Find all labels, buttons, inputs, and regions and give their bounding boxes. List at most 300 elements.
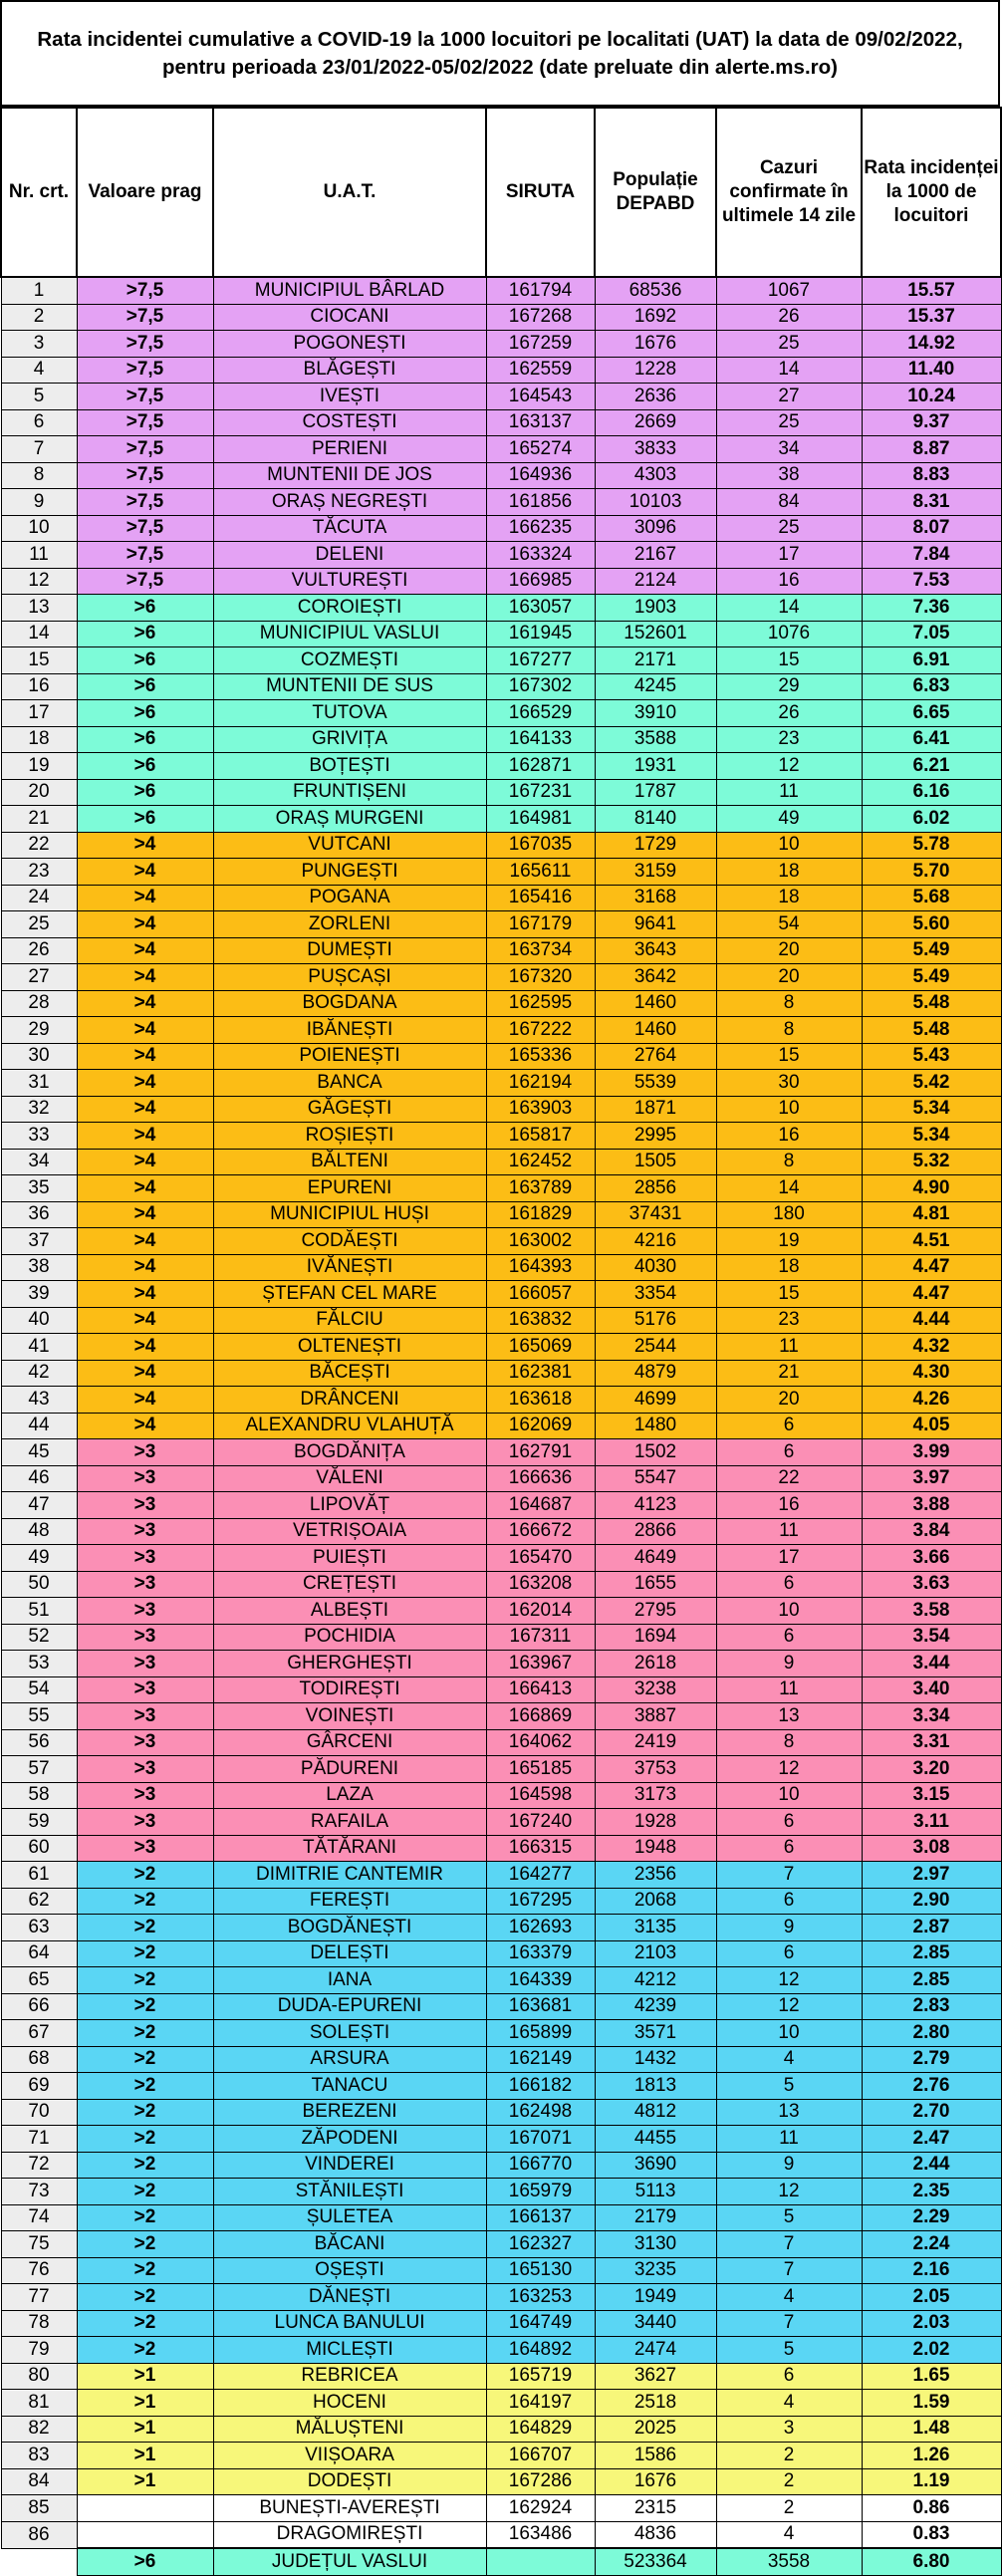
cell-uat: LIPOVĂȚ: [213, 1492, 486, 1519]
header-row: [1, 108, 1001, 277]
cell-cazuri: 12: [716, 1993, 862, 2020]
cell-rata: 2.76: [862, 2073, 1001, 2100]
cell-uat: ORAȘ NEGREȘTI: [213, 489, 486, 516]
cell-uat: TĂTĂRANI: [213, 1835, 486, 1862]
cell-cazuri: 6: [716, 1571, 862, 1598]
cell-cazuri: 20: [716, 964, 862, 991]
cell-uat: DUMEȘTI: [213, 937, 486, 964]
table-row: [1, 1413, 1001, 1439]
cell-uat: DELENI: [213, 542, 486, 569]
table-row: [1, 1624, 1001, 1651]
cell-uat: VIIȘOARA: [213, 2443, 486, 2469]
cell-siruta: 161794: [486, 277, 595, 304]
cell-populatie: 2356: [595, 1862, 716, 1889]
cell-uat: DĂNEȘTI: [213, 2284, 486, 2311]
table-row: [1, 700, 1001, 727]
cell-siruta: 167035: [486, 832, 595, 859]
cell-populatie: 1480: [595, 1413, 716, 1439]
cell-nr: 75: [1, 2231, 77, 2258]
table-row: [1, 384, 1001, 410]
cell-nr: 29: [1, 1017, 77, 1044]
cell-nr: 47: [1, 1492, 77, 1519]
cell-populatie: 4245: [595, 673, 716, 700]
cell-siruta: 161829: [486, 1201, 595, 1228]
cell-prag: >4: [77, 1017, 213, 1044]
cell-uat: TUTOVA: [213, 700, 486, 727]
table-row: [1, 515, 1001, 542]
cell-uat: BĂCEȘTI: [213, 1360, 486, 1387]
cell-rata: 2.83: [862, 1993, 1001, 2020]
cell-prag: >7,5: [77, 304, 213, 331]
cell-prag: >4: [77, 832, 213, 859]
table-row: [1, 1729, 1001, 1756]
cell-rata: 3.58: [862, 1598, 1001, 1625]
table-row: [1, 1518, 1001, 1545]
cell-populatie: 2669: [595, 409, 716, 436]
cell-nr: 56: [1, 1729, 77, 1756]
cell-rata: 5.70: [862, 859, 1001, 886]
total-siruta: [486, 2548, 595, 2575]
cell-populatie: 37431: [595, 1201, 716, 1228]
cell-cazuri: 11: [716, 779, 862, 806]
cell-uat: PUIEȘTI: [213, 1545, 486, 1572]
cell-prag: >4: [77, 1228, 213, 1255]
cell-nr: 73: [1, 2179, 77, 2205]
cell-nr: 53: [1, 1651, 77, 1677]
cell-uat: BĂLTENI: [213, 1149, 486, 1175]
cell-populatie: 68536: [595, 277, 716, 304]
table-row: [1, 568, 1001, 595]
cell-siruta: 162871: [486, 753, 595, 780]
total-uat: JUDEȚUL VASLUI: [213, 2548, 486, 2575]
table-row: [1, 1651, 1001, 1677]
cell-prag: >6: [77, 806, 213, 833]
cell-nr: 61: [1, 1862, 77, 1889]
cell-cazuri: 6: [716, 1439, 862, 1466]
cell-populatie: 1787: [595, 779, 716, 806]
table-row: [1, 1070, 1001, 1097]
cell-rata: 5.78: [862, 832, 1001, 859]
cell-siruta: 167286: [486, 2468, 595, 2495]
table-row: [1, 1703, 1001, 1730]
cell-cazuri: 21: [716, 1360, 862, 1387]
cell-cazuri: 16: [716, 1123, 862, 1150]
cell-siruta: 161945: [486, 621, 595, 647]
cell-populatie: 2795: [595, 1598, 716, 1625]
cell-rata: 2.02: [862, 2337, 1001, 2364]
cell-nr: 72: [1, 2152, 77, 2179]
cell-cazuri: 14: [716, 1175, 862, 1202]
cell-rata: 4.30: [862, 1360, 1001, 1387]
cell-prag: >7,5: [77, 409, 213, 436]
cell-prag: >3: [77, 1545, 213, 1572]
cell-populatie: 2856: [595, 1175, 716, 1202]
cell-rata: 5.49: [862, 964, 1001, 991]
cell-cazuri: 10: [716, 832, 862, 859]
table-row: [1, 1862, 1001, 1889]
cell-populatie: 4030: [595, 1254, 716, 1281]
table-row: [1, 806, 1001, 833]
cell-populatie: 3173: [595, 1782, 716, 1809]
cell-nr: 76: [1, 2257, 77, 2284]
table-row: [1, 1175, 1001, 1202]
cell-rata: 7.84: [862, 542, 1001, 569]
cell-nr: 14: [1, 621, 77, 647]
cell-cazuri: 14: [716, 595, 862, 622]
cell-siruta: 167311: [486, 1624, 595, 1651]
cell-nr: 42: [1, 1360, 77, 1387]
cell-rata: 9.37: [862, 409, 1001, 436]
cell-uat: COSTEȘTI: [213, 409, 486, 436]
cell-nr: 4: [1, 357, 77, 384]
cell-prag: >6: [77, 753, 213, 780]
cell-cazuri: 10: [716, 2020, 862, 2047]
cell-rata: 6.41: [862, 726, 1001, 753]
cell-siruta: 164749: [486, 2310, 595, 2337]
cell-rata: 2.35: [862, 2179, 1001, 2205]
cell-prag: >2: [77, 2204, 213, 2231]
cell-prag: >2: [77, 2310, 213, 2337]
table-row: [1, 1149, 1001, 1175]
cell-rata: 6.83: [862, 673, 1001, 700]
cell-cazuri: 6: [716, 1888, 862, 1915]
cell-cazuri: 34: [716, 436, 862, 463]
cell-rata: 0.83: [862, 2521, 1001, 2548]
cell-nr: 2: [1, 304, 77, 331]
cell-siruta: 164062: [486, 1729, 595, 1756]
cell-uat: TODIREȘTI: [213, 1676, 486, 1703]
cell-uat: DELEȘTI: [213, 1940, 486, 1967]
cell-populatie: 1949: [595, 2284, 716, 2311]
cell-uat: IBĂNEȘTI: [213, 1017, 486, 1044]
cell-rata: 10.24: [862, 384, 1001, 410]
cell-nr: 28: [1, 990, 77, 1017]
table-row: [1, 277, 1001, 304]
cell-prag: >4: [77, 1307, 213, 1334]
table-row: [1, 489, 1001, 516]
cell-cazuri: 3: [716, 2416, 862, 2443]
cell-rata: 2.44: [862, 2152, 1001, 2179]
cell-nr: 15: [1, 647, 77, 674]
cell-prag: >7,5: [77, 331, 213, 358]
cell-cazuri: 29: [716, 673, 862, 700]
cell-siruta: 163734: [486, 937, 595, 964]
cell-rata: 6.02: [862, 806, 1001, 833]
cell-siruta: 166529: [486, 700, 595, 727]
cell-prag: >4: [77, 1043, 213, 1070]
cell-siruta: 163208: [486, 1571, 595, 1598]
cell-siruta: 167259: [486, 331, 595, 358]
cell-nr: 13: [1, 595, 77, 622]
table-row: [1, 2337, 1001, 2364]
cell-prag: >1: [77, 2363, 213, 2390]
cell-uat: ALBEȘTI: [213, 1598, 486, 1625]
cell-rata: 8.31: [862, 489, 1001, 516]
table-row: [1, 779, 1001, 806]
cell-nr: 62: [1, 1888, 77, 1915]
cell-cazuri: 15: [716, 1281, 862, 1308]
cell-siruta: 166137: [486, 2204, 595, 2231]
table-row: [1, 2521, 1001, 2548]
cell-uat: ȘTEFAN CEL MARE: [213, 1281, 486, 1308]
cell-populatie: 9641: [595, 911, 716, 938]
cell-cazuri: 6: [716, 1624, 862, 1651]
cell-cazuri: 9: [716, 1651, 862, 1677]
cell-siruta: 164543: [486, 384, 595, 410]
cell-uat: FĂLCIU: [213, 1307, 486, 1334]
cell-rata: 2.87: [862, 1915, 1001, 1941]
cell-siruta: 166315: [486, 1835, 595, 1862]
cell-cazuri: 25: [716, 331, 862, 358]
cell-siruta: 166869: [486, 1703, 595, 1730]
cell-populatie: 4812: [595, 2099, 716, 2126]
cell-siruta: 167071: [486, 2126, 595, 2153]
cell-cazuri: 14: [716, 357, 862, 384]
cell-uat: GÂRCENI: [213, 1729, 486, 1756]
cell-siruta: 167231: [486, 779, 595, 806]
cell-uat: LUNCA BANULUI: [213, 2310, 486, 2337]
table-row: [1, 1676, 1001, 1703]
cell-nr: 35: [1, 1175, 77, 1202]
table-row: [1, 409, 1001, 436]
table-row: [1, 2363, 1001, 2390]
cell-populatie: 1928: [595, 1809, 716, 1836]
cell-populatie: 5176: [595, 1307, 716, 1334]
cell-rata: 4.05: [862, 1413, 1001, 1439]
cell-cazuri: 26: [716, 304, 862, 331]
cell-prag: >6: [77, 595, 213, 622]
cell-siruta: 167268: [486, 304, 595, 331]
cell-nr: 46: [1, 1465, 77, 1492]
cell-rata: 8.07: [862, 515, 1001, 542]
cell-populatie: 3588: [595, 726, 716, 753]
cell-cazuri: 6: [716, 1413, 862, 1439]
cell-nr: 82: [1, 2416, 77, 2443]
cell-nr: 48: [1, 1518, 77, 1545]
cell-prag: >6: [77, 647, 213, 674]
cell-nr: 37: [1, 1228, 77, 1255]
cell-prag: >2: [77, 2284, 213, 2311]
cell-prag: >2: [77, 2179, 213, 2205]
cell-prag: >4: [77, 1175, 213, 1202]
table-row: [1, 2020, 1001, 2047]
cell-prag: >1: [77, 2416, 213, 2443]
cell-nr: 71: [1, 2126, 77, 2153]
cell-populatie: 3354: [595, 1281, 716, 1308]
cell-prag: >6: [77, 779, 213, 806]
cell-siruta: 165416: [486, 885, 595, 911]
cell-nr: 10: [1, 515, 77, 542]
table-row: [1, 1545, 1001, 1572]
cell-rata: 3.97: [862, 1465, 1001, 1492]
cell-siruta: 164598: [486, 1782, 595, 1809]
cell-nr: 19: [1, 753, 77, 780]
cell-populatie: 3753: [595, 1756, 716, 1783]
cell-populatie: 3135: [595, 1915, 716, 1941]
cell-cazuri: 25: [716, 515, 862, 542]
cell-siruta: 164133: [486, 726, 595, 753]
cell-uat: DODEȘTI: [213, 2468, 486, 2495]
cell-siruta: 162069: [486, 1413, 595, 1439]
cell-populatie: 4303: [595, 462, 716, 489]
cell-cazuri: 4: [716, 2284, 862, 2311]
cell-nr: 83: [1, 2443, 77, 2469]
cell-prag: >7,5: [77, 489, 213, 516]
cell-nr: 20: [1, 779, 77, 806]
cell-siruta: 164393: [486, 1254, 595, 1281]
cell-prag: >4: [77, 1201, 213, 1228]
cell-rata: 15.57: [862, 277, 1001, 304]
cell-prag: >2: [77, 1967, 213, 1994]
cell-siruta: 163324: [486, 542, 595, 569]
cell-uat: CIOCANI: [213, 304, 486, 331]
cell-rata: 4.81: [862, 1201, 1001, 1228]
cell-populatie: 4212: [595, 1967, 716, 1994]
table-row: [1, 1096, 1001, 1123]
cell-populatie: 4239: [595, 1993, 716, 2020]
cell-cazuri: 20: [716, 1387, 862, 1414]
cell-uat: ALEXANDRU VLAHUȚĂ: [213, 1413, 486, 1439]
cell-populatie: 8140: [595, 806, 716, 833]
cell-populatie: 1676: [595, 2468, 716, 2495]
cell-nr: 36: [1, 1201, 77, 1228]
cell-uat: ȘULETEA: [213, 2204, 486, 2231]
total-rata: 6.80: [862, 2548, 1001, 2575]
cell-nr: 33: [1, 1123, 77, 1150]
cell-uat: ZĂPODENI: [213, 2126, 486, 2153]
table-row: [1, 673, 1001, 700]
cell-prag: >4: [77, 1096, 213, 1123]
cell-uat: DRÂNCENI: [213, 1387, 486, 1414]
cell-prag: >2: [77, 1862, 213, 1889]
table-row: [1, 1307, 1001, 1334]
cell-populatie: 1460: [595, 990, 716, 1017]
cell-populatie: 1931: [595, 753, 716, 780]
cell-cazuri: 6: [716, 2363, 862, 2390]
cell-rata: 4.51: [862, 1228, 1001, 1255]
cell-uat: BUNEȘTI-AVEREȘTI: [213, 2495, 486, 2522]
table-row: [1, 2284, 1001, 2311]
cell-populatie: 2995: [595, 1123, 716, 1150]
cell-nr: 80: [1, 2363, 77, 2390]
cell-populatie: 5547: [595, 1465, 716, 1492]
cell-uat: BEREZENI: [213, 2099, 486, 2126]
cell-cazuri: 16: [716, 1492, 862, 1519]
cell-nr: 49: [1, 1545, 77, 1572]
cell-prag: >3: [77, 1809, 213, 1836]
cell-nr: 44: [1, 1413, 77, 1439]
cell-nr: 17: [1, 700, 77, 727]
cell-populatie: 1694: [595, 1624, 716, 1651]
cell-nr: 68: [1, 2046, 77, 2073]
cell-rata: 15.37: [862, 304, 1001, 331]
cell-populatie: 3159: [595, 859, 716, 886]
cell-siruta: 166707: [486, 2443, 595, 2469]
cell-siruta: 165899: [486, 2020, 595, 2047]
cell-siruta: 166182: [486, 2073, 595, 2100]
cell-cazuri: 9: [716, 1915, 862, 1941]
cell-cazuri: 6: [716, 1940, 862, 1967]
cell-populatie: 2866: [595, 1518, 716, 1545]
cell-cazuri: 49: [716, 806, 862, 833]
header-cazuri: Cazuri confirmate în ultimele 14 zile: [716, 108, 862, 277]
cell-nr: 11: [1, 542, 77, 569]
cell-uat: PUNGEȘTI: [213, 859, 486, 886]
cell-cazuri: 13: [716, 2099, 862, 2126]
total-prag: >6: [77, 2548, 213, 2575]
cell-siruta: 165069: [486, 1334, 595, 1361]
cell-prag: >3: [77, 1571, 213, 1598]
cell-cazuri: 11: [716, 2126, 862, 2153]
cell-populatie: 2636: [595, 384, 716, 410]
cell-populatie: 5539: [595, 1070, 716, 1097]
cell-nr: 63: [1, 1915, 77, 1941]
cell-nr: 58: [1, 1782, 77, 1809]
cell-rata: 11.40: [862, 357, 1001, 384]
table-row: [1, 2416, 1001, 2443]
cell-cazuri: 22: [716, 1465, 862, 1492]
cell-uat: DUDA-EPURENI: [213, 1993, 486, 2020]
total-row: [1, 2548, 1001, 2575]
cell-siruta: 162452: [486, 1149, 595, 1175]
cell-siruta: 164339: [486, 1967, 595, 1994]
table-row: [1, 1598, 1001, 1625]
cell-prag: >4: [77, 1387, 213, 1414]
cell-cazuri: 5: [716, 2073, 862, 2100]
cell-nr: 1: [1, 277, 77, 304]
cell-rata: 2.85: [862, 1967, 1001, 1994]
cell-uat: FEREȘTI: [213, 1888, 486, 1915]
total-populatie: 523364: [595, 2548, 716, 2575]
cell-cazuri: 7: [716, 2257, 862, 2284]
cell-populatie: 1813: [595, 2073, 716, 2100]
cell-prag: >3: [77, 1492, 213, 1519]
cell-uat: POGONEȘTI: [213, 331, 486, 358]
cell-uat: GHERGHEȘTI: [213, 1651, 486, 1677]
cell-rata: 6.65: [862, 700, 1001, 727]
table-row: [1, 2099, 1001, 2126]
table-row: [1, 2257, 1001, 2284]
cell-rata: 6.21: [862, 753, 1001, 780]
cell-prag: >1: [77, 2390, 213, 2417]
cell-prag: >3: [77, 1835, 213, 1862]
table-row: [1, 964, 1001, 991]
cell-cazuri: 11: [716, 1676, 862, 1703]
cell-prag: >6: [77, 621, 213, 647]
cell-nr: 70: [1, 2099, 77, 2126]
cell-siruta: 162327: [486, 2231, 595, 2258]
cell-prag: >1: [77, 2443, 213, 2469]
cell-siruta: 167295: [486, 1888, 595, 1915]
cell-nr: 41: [1, 1334, 77, 1361]
cell-siruta: 163002: [486, 1228, 595, 1255]
cell-prag: >4: [77, 1360, 213, 1387]
cell-rata: 7.53: [862, 568, 1001, 595]
cell-cazuri: 18: [716, 859, 862, 886]
cell-uat: HOCENI: [213, 2390, 486, 2417]
header-prag: Valoare prag: [77, 108, 213, 277]
cell-populatie: 1948: [595, 1835, 716, 1862]
cell-prag: >3: [77, 1651, 213, 1677]
cell-prag: >4: [77, 937, 213, 964]
table-row: [1, 331, 1001, 358]
cell-cazuri: 84: [716, 489, 862, 516]
cell-uat: SOLEȘTI: [213, 2020, 486, 2047]
cell-nr: 81: [1, 2390, 77, 2417]
cell-siruta: 161856: [486, 489, 595, 516]
cell-siruta: 163057: [486, 595, 595, 622]
cell-rata: 14.92: [862, 331, 1001, 358]
